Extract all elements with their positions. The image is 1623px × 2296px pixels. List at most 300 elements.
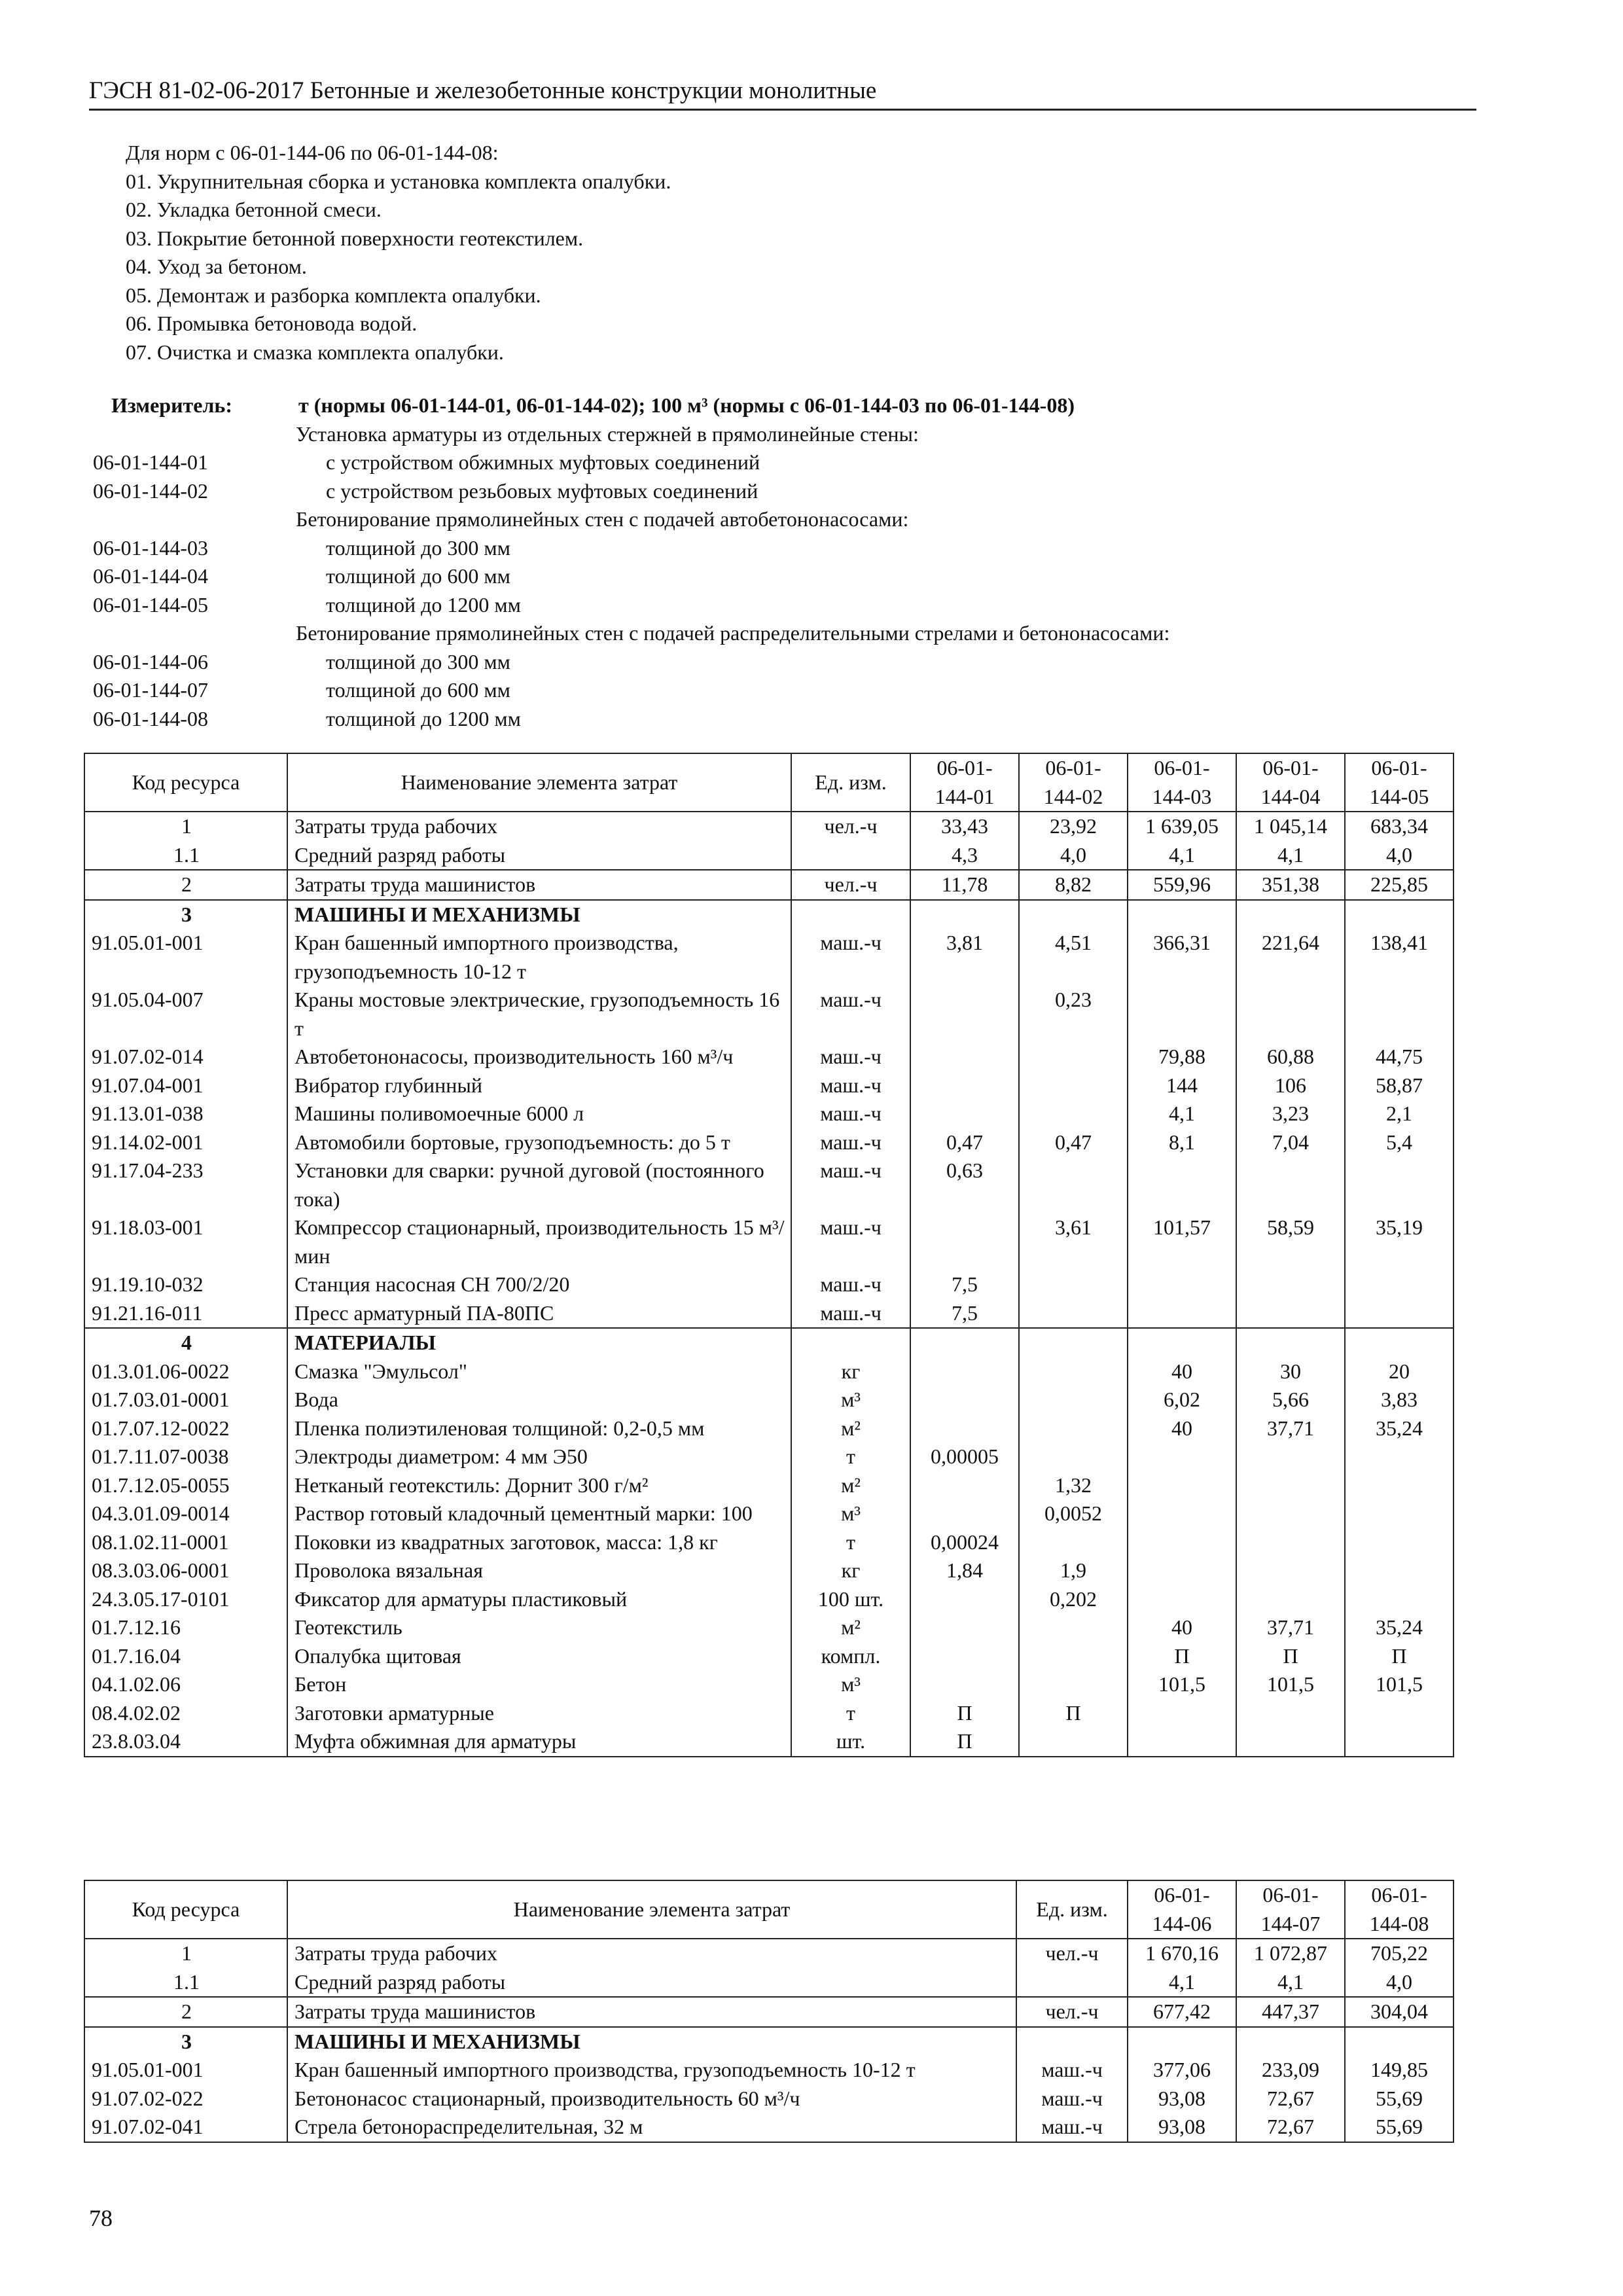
resource-name: Поковки из квадратных заготовок, масса: 1,8 кг — [287, 1528, 791, 1557]
resource-code: 1.1 — [84, 1968, 287, 1998]
norm-value — [910, 900, 1019, 929]
norm-value: 3,61 — [1019, 1213, 1128, 1270]
resource-name: Краны мостовые электрические, грузоподъемность 16 т — [287, 986, 791, 1043]
norm-value: 3,83 — [1345, 1386, 1454, 1414]
resource-name: Бетононасос стационарный, производительность 60 м³/ч — [287, 2085, 1016, 2113]
meter-label: Измеритель: — [111, 393, 232, 417]
table-row — [84, 1968, 1454, 1998]
norm-value: 0,63 — [910, 1157, 1019, 1213]
norm-description: толщиной до 1200 мм — [326, 706, 521, 730]
norm-value — [1019, 1443, 1128, 1471]
resource-name: Кран башенный импортного производства, грузоподъемность 10-12 т — [287, 929, 791, 986]
norm-value — [910, 1642, 1019, 1671]
norm-value: 4,1 — [1236, 841, 1345, 870]
norm-value — [1345, 986, 1454, 1043]
resource-name: Кран башенный импортного производства, грузоподъемность 10-12 т — [287, 2056, 1016, 2085]
table-row — [84, 1328, 1454, 1357]
table-row — [84, 841, 1454, 870]
table-row — [84, 1528, 1454, 1557]
norm-value — [910, 1613, 1019, 1642]
resource-unit: т — [791, 1699, 910, 1728]
norm-value — [1019, 900, 1128, 929]
norm-value — [1019, 1270, 1128, 1299]
norm-value: 3,23 — [1236, 1100, 1345, 1128]
column-header: Наименование элемента затрат — [287, 753, 791, 812]
norm-value — [910, 1043, 1019, 1071]
resource-name: Автомобили бортовые, грузоподъемность: до 5 т — [287, 1128, 791, 1157]
norm-value: 4,0 — [1345, 841, 1454, 870]
operation-item: 06. Промывка бетоновода водой. — [126, 312, 418, 335]
resource-unit: чел.-ч — [1016, 1939, 1128, 1968]
norm-value — [1128, 1443, 1236, 1471]
meter-value: т (нормы 06-01-144-01, 06-01-144-02); 100 м³ (нормы с 06-01-144-03 по 06-01-144-08) — [298, 393, 1075, 417]
resource-code: 91.05.01-001 — [84, 2056, 287, 2085]
norm-value: 37,71 — [1236, 1613, 1345, 1642]
table-row — [84, 2027, 1454, 2056]
norm-value — [1236, 1556, 1345, 1585]
resource-name: Муфта обжимная для арматуры — [287, 1727, 791, 1757]
resource-unit — [1016, 1968, 1128, 1998]
resource-name: Затраты труда машинистов — [287, 870, 791, 900]
resource-name: Смазка "Эмульсол" — [287, 1357, 791, 1386]
resource-name: Вода — [287, 1386, 791, 1414]
operation-item: 07. Очистка и смазка комплекта опалубки. — [126, 340, 504, 364]
norm-value — [1345, 1528, 1454, 1557]
norm-value: 138,41 — [1345, 929, 1454, 986]
norm-line — [89, 619, 1529, 648]
resource-unit: маш.-ч — [1016, 2113, 1128, 2142]
norm-value: 44,75 — [1345, 1043, 1454, 1071]
resource-unit — [791, 1328, 910, 1357]
resource-unit: 100 шт. — [791, 1585, 910, 1614]
table-row — [84, 1585, 1454, 1614]
resource-code: 1.1 — [84, 841, 287, 870]
norm-value — [1019, 1043, 1128, 1071]
norm-value: 3,81 — [910, 929, 1019, 986]
norm-value: 60,88 — [1236, 1043, 1345, 1071]
resource-unit: т — [791, 1528, 910, 1557]
resource-name: Пресс арматурный ПА-80ПС — [287, 1299, 791, 1329]
norm-value — [1345, 1157, 1454, 1213]
resource-code: 1 — [84, 1939, 287, 1968]
norm-value — [910, 1499, 1019, 1528]
norm-value — [1128, 1585, 1236, 1614]
table-row — [84, 1642, 1454, 1671]
norm-value: 4,51 — [1019, 929, 1128, 986]
resource-code: 01.7.12.05-0055 — [84, 1471, 287, 1500]
norm-code: 06-01-144-01 — [93, 450, 208, 474]
norm-value: 447,37 — [1236, 1997, 1345, 2027]
column-header: 06-01- 144-08 — [1345, 1880, 1454, 1939]
resource-code: 91.21.16-011 — [84, 1299, 287, 1329]
resource-unit — [1016, 2027, 1128, 2056]
norm-description: толщиной до 600 мм — [326, 564, 510, 588]
resource-unit: маш.-ч — [791, 1128, 910, 1157]
norm-value — [1128, 1328, 1236, 1357]
table-row — [84, 1213, 1454, 1270]
norm-value — [910, 1328, 1019, 1357]
norm-line — [89, 676, 1529, 705]
column-header: 06-01- 144-07 — [1236, 1880, 1345, 1939]
resource-unit: маш.-ч — [1016, 2085, 1128, 2113]
norm-value: 33,43 — [910, 812, 1019, 841]
norm-value — [1236, 2027, 1345, 2056]
resource-unit: маш.-ч — [791, 1071, 910, 1100]
norm-value: 0,47 — [910, 1128, 1019, 1157]
norm-value: 0,23 — [1019, 986, 1128, 1043]
norm-line — [89, 705, 1529, 734]
norm-value: П — [910, 1699, 1019, 1728]
table-header-row — [84, 753, 1454, 812]
norm-value — [1128, 2027, 1236, 2056]
resource-name: Проволока вязальная — [287, 1556, 791, 1585]
norm-code: 06-01-144-03 — [93, 535, 208, 560]
resource-unit — [791, 900, 910, 929]
norm-value — [1128, 986, 1236, 1043]
resource-name: Средний разряд работы — [287, 841, 791, 870]
norm-value: 5,4 — [1345, 1128, 1454, 1157]
norm-value — [1236, 986, 1345, 1043]
resource-unit: чел.-ч — [791, 812, 910, 841]
norm-value — [1019, 1328, 1128, 1357]
norm-value — [1128, 1157, 1236, 1213]
norm-description: с устройством обжимных муфтовых соединений — [326, 450, 760, 474]
norm-value: 2,1 — [1345, 1100, 1454, 1128]
resource-code: 91.13.01-038 — [84, 1100, 287, 1128]
column-header: Ед. изм. — [1016, 1880, 1128, 1939]
norm-value — [1236, 1528, 1345, 1557]
table-row — [84, 1471, 1454, 1500]
table-row — [84, 1157, 1454, 1213]
resource-unit: маш.-ч — [791, 1043, 910, 1071]
resource-name: Установки для сварки: ручной дуговой (постоянного тока) — [287, 1157, 791, 1213]
resource-name: Вибратор глубинный — [287, 1071, 791, 1100]
norm-value: 35,19 — [1345, 1213, 1454, 1270]
table-row — [84, 1670, 1454, 1699]
norm-value — [1236, 1499, 1345, 1528]
page-number: 78 — [89, 2205, 113, 2231]
norm-value: 233,09 — [1236, 2056, 1345, 2085]
table-row — [84, 1727, 1454, 1757]
norm-value: 705,22 — [1345, 1939, 1454, 1968]
norm-value: 40 — [1128, 1613, 1236, 1642]
norm-line — [89, 448, 1529, 477]
resource-code: 08.3.03.06-0001 — [84, 1556, 287, 1585]
resource-name: Нетканый геотекстиль: Дорнит 300 г/м² — [287, 1471, 791, 1500]
norm-value: 7,5 — [910, 1299, 1019, 1329]
norm-value — [910, 1670, 1019, 1699]
norm-value: 221,64 — [1236, 929, 1345, 986]
operations-list — [126, 139, 671, 367]
resource-unit: кг — [791, 1556, 910, 1585]
table-header-row — [84, 1880, 1454, 1939]
resource-name: МАТЕРИАЛЫ — [287, 1328, 791, 1357]
norm-value — [1019, 1157, 1128, 1213]
norm-value — [910, 1357, 1019, 1386]
norm-code: 06-01-144-02 — [93, 478, 208, 503]
norm-value — [1019, 1642, 1128, 1671]
resource-code: 91.05.04-007 — [84, 986, 287, 1043]
table-row — [84, 2056, 1454, 2085]
norm-value: 559,96 — [1128, 870, 1236, 900]
norm-value: 72,67 — [1236, 2085, 1345, 2113]
table-row — [84, 1939, 1454, 1968]
norm-value: 8,1 — [1128, 1128, 1236, 1157]
resource-code: 91.07.04-001 — [84, 1071, 287, 1100]
norm-value — [1236, 1270, 1345, 1299]
norm-value — [910, 1471, 1019, 1500]
column-header: Код ресурса — [84, 753, 287, 812]
norm-value — [910, 1100, 1019, 1128]
resource-name: Электроды диаметром: 4 мм Э50 — [287, 1443, 791, 1471]
table-row — [84, 870, 1454, 900]
operation-item: 03. Покрытие бетонной поверхности геотекстилем. — [126, 226, 584, 250]
norm-value: 79,88 — [1128, 1043, 1236, 1071]
norm-value — [1345, 1585, 1454, 1614]
norm-value — [910, 1414, 1019, 1443]
norm-value: 1 045,14 — [1236, 812, 1345, 841]
table-row — [84, 1414, 1454, 1443]
norm-value — [1345, 1499, 1454, 1528]
table-row — [84, 986, 1454, 1043]
table-row — [84, 1357, 1454, 1386]
resource-code: 2 — [84, 870, 287, 900]
resource-unit: м² — [791, 1414, 910, 1443]
operation-item: 02. Укладка бетонной смеси. — [126, 198, 382, 221]
norm-value — [1019, 1727, 1128, 1757]
norm-value: П — [1019, 1699, 1128, 1728]
norm-value: 55,69 — [1345, 2113, 1454, 2142]
column-header: 06-01- 144-01 — [910, 753, 1019, 812]
resource-name: Компрессор стационарный, производительность 15 м³/мин — [287, 1213, 791, 1270]
resource-code: 91.07.02-014 — [84, 1043, 287, 1071]
norm-value: 6,02 — [1128, 1386, 1236, 1414]
resource-unit: компл. — [791, 1642, 910, 1671]
norm-value — [1128, 1727, 1236, 1757]
norm-value: 377,06 — [1128, 2056, 1236, 2085]
norm-description: с устройством резьбовых муфтовых соединений — [326, 478, 758, 503]
resource-unit: маш.-ч — [1016, 2056, 1128, 2085]
norm-value: 366,31 — [1128, 929, 1236, 986]
resource-name: Пленка полиэтиленовая толщиной: 0,2-0,5 мм — [287, 1414, 791, 1443]
norm-line — [89, 562, 1529, 591]
norm-value: 4,0 — [1019, 841, 1128, 870]
resource-name: МАШИНЫ И МЕХАНИЗМЫ — [287, 900, 791, 929]
resource-code: 01.3.01.06-0022 — [84, 1357, 287, 1386]
resource-code: 01.7.03.01-0001 — [84, 1386, 287, 1414]
resource-name: Раствор готовый кладочный цементный марки: 100 — [287, 1499, 791, 1528]
norm-value — [1019, 1613, 1128, 1642]
resource-name: Средний разряд работы — [287, 1968, 1016, 1998]
norm-value: 304,04 — [1345, 1997, 1454, 2027]
resource-code: 04.3.01.09-0014 — [84, 1499, 287, 1528]
resource-code: 4 — [84, 1328, 287, 1357]
norm-value — [1236, 1471, 1345, 1500]
resource-unit: м³ — [791, 1386, 910, 1414]
resource-code: 01.7.16.04 — [84, 1642, 287, 1671]
norm-value — [1236, 1443, 1345, 1471]
norm-value — [1345, 1556, 1454, 1585]
resource-code: 3 — [84, 900, 287, 929]
norm-value: 35,24 — [1345, 1613, 1454, 1642]
resource-unit: т — [791, 1443, 910, 1471]
resource-name: Затраты труда рабочих — [287, 1939, 1016, 1968]
resource-code: 04.1.02.06 — [84, 1670, 287, 1699]
norm-value — [1345, 2027, 1454, 2056]
resource-name: Автобетононасосы, производительность 160 м³/ч — [287, 1043, 791, 1071]
norm-value — [1236, 1157, 1345, 1213]
norm-value — [1236, 1727, 1345, 1757]
norm-value — [1019, 1670, 1128, 1699]
norm-value: 4,1 — [1236, 1968, 1345, 1998]
norm-value: 0,00024 — [910, 1528, 1019, 1557]
resource-code: 91.18.03-001 — [84, 1213, 287, 1270]
resource-unit — [791, 841, 910, 870]
norm-value: 93,08 — [1128, 2085, 1236, 2113]
resource-name: Стрела бетонораспределительная, 32 м — [287, 2113, 1016, 2142]
norm-value: 4,3 — [910, 841, 1019, 870]
resource-name: Заготовки арматурные — [287, 1699, 791, 1728]
norm-value: 101,5 — [1236, 1670, 1345, 1699]
resource-name: Бетон — [287, 1670, 791, 1699]
table-row — [84, 2113, 1454, 2142]
norm-value — [1128, 1528, 1236, 1557]
resource-unit: м² — [791, 1613, 910, 1642]
norm-value: 7,5 — [910, 1270, 1019, 1299]
norm-value: 93,08 — [1128, 2113, 1236, 2142]
norm-value — [1345, 1299, 1454, 1329]
norm-value: 0,202 — [1019, 1585, 1128, 1614]
resource-table-1 — [84, 753, 1454, 1757]
resource-code: 24.3.05.17-0101 — [84, 1585, 287, 1614]
norm-value: 40 — [1128, 1414, 1236, 1443]
table-row — [84, 1270, 1454, 1299]
norm-line — [89, 505, 1529, 534]
resource-name: Затраты труда машинистов — [287, 1997, 1016, 2027]
norm-value — [1345, 1699, 1454, 1728]
norm-value: 677,42 — [1128, 1997, 1236, 2027]
norm-value — [1345, 1471, 1454, 1500]
resource-code: 91.07.02-022 — [84, 2085, 287, 2113]
norm-line — [89, 648, 1529, 677]
norm-value — [1019, 1414, 1128, 1443]
norm-value — [1019, 1386, 1128, 1414]
resource-code: 01.7.11.07-0038 — [84, 1443, 287, 1471]
table-row — [84, 812, 1454, 841]
norm-description: толщиной до 600 мм — [326, 678, 510, 702]
column-header: 06-01- 144-03 — [1128, 753, 1236, 812]
norm-value: 58,59 — [1236, 1213, 1345, 1270]
table-row — [84, 1613, 1454, 1642]
norm-value — [1236, 1585, 1345, 1614]
resource-code: 91.14.02-001 — [84, 1128, 287, 1157]
resource-name: Затраты труда рабочих — [287, 812, 791, 841]
norm-value — [1128, 1499, 1236, 1528]
norm-value — [1128, 1270, 1236, 1299]
norm-line — [89, 591, 1529, 620]
column-header: Наименование элемента затрат — [287, 1880, 1016, 1939]
resource-unit: маш.-ч — [791, 1100, 910, 1128]
table-row — [84, 1499, 1454, 1528]
table-row — [84, 1699, 1454, 1728]
norm-description: толщиной до 1200 мм — [326, 592, 521, 617]
table-row — [84, 1071, 1454, 1100]
meter-section — [89, 391, 1529, 733]
operation-item: 05. Демонтаж и разборка комплекта опалубки. — [126, 283, 541, 307]
resource-code: 91.07.02-041 — [84, 2113, 287, 2142]
norm-value — [1019, 1357, 1128, 1386]
table-row — [84, 1100, 1454, 1128]
norm-value — [1019, 1100, 1128, 1128]
table-row — [84, 1043, 1454, 1071]
resource-unit: маш.-ч — [791, 1299, 910, 1329]
norm-group-title: Бетонирование прямолинейных стен с подачей автобетононасосами: — [296, 507, 909, 531]
resource-unit: м² — [791, 1471, 910, 1500]
resource-unit: маш.-ч — [791, 929, 910, 986]
norm-value — [1019, 1071, 1128, 1100]
norm-value — [1019, 1299, 1128, 1329]
column-header: 06-01- 144-02 — [1019, 753, 1128, 812]
norm-value: П — [1236, 1642, 1345, 1671]
norm-value — [1128, 1699, 1236, 1728]
operations-intro: Для норм с 06-01-144-06 по 06-01-144-08: — [126, 141, 499, 164]
norm-value: 4,1 — [1128, 841, 1236, 870]
norm-group-title: Бетонирование прямолинейных стен с подачей распределительными стрелами и бетононасосами: — [296, 621, 1170, 645]
resource-code: 23.8.03.04 — [84, 1727, 287, 1757]
norm-value: П — [1128, 1642, 1236, 1671]
norm-value: 1 670,16 — [1128, 1939, 1236, 1968]
resource-code: 01.7.07.12-0022 — [84, 1414, 287, 1443]
norm-value: 5,66 — [1236, 1386, 1345, 1414]
norm-value — [1345, 1328, 1454, 1357]
page-header: ГЭСН 81-02-06-2017 Бетонные и железобетонные конструкции монолитные — [89, 76, 1476, 111]
norm-value — [1019, 1528, 1128, 1557]
table-row — [84, 1386, 1454, 1414]
column-header: 06-01- 144-04 — [1236, 753, 1345, 812]
resource-unit: чел.-ч — [1016, 1997, 1128, 2027]
norm-value — [1345, 1270, 1454, 1299]
norm-value — [1236, 1328, 1345, 1357]
norm-code: 06-01-144-06 — [93, 649, 208, 673]
norm-value: 351,38 — [1236, 870, 1345, 900]
table-row — [84, 1299, 1454, 1329]
norm-value: 7,04 — [1236, 1128, 1345, 1157]
norm-value — [1128, 1299, 1236, 1329]
norm-value: 101,5 — [1345, 1670, 1454, 1699]
resource-code: 2 — [84, 1997, 287, 2027]
resource-code: 1 — [84, 812, 287, 841]
norm-value: 683,34 — [1345, 812, 1454, 841]
table-row — [84, 1128, 1454, 1157]
norm-value — [910, 986, 1019, 1043]
table-row — [84, 929, 1454, 986]
norm-value — [1128, 900, 1236, 929]
norm-value: 72,67 — [1236, 2113, 1345, 2142]
resource-code: 3 — [84, 2027, 287, 2056]
norm-value: 8,82 — [1019, 870, 1128, 900]
norm-value — [1345, 1443, 1454, 1471]
norm-value: 144 — [1128, 1071, 1236, 1100]
norm-code: 06-01-144-05 — [93, 592, 208, 617]
norm-value: 106 — [1236, 1071, 1345, 1100]
norm-line — [89, 420, 1529, 449]
norm-value: 20 — [1345, 1357, 1454, 1386]
norm-description: толщиной до 300 мм — [326, 535, 510, 560]
table-row — [84, 900, 1454, 929]
resource-code: 01.7.12.16 — [84, 1613, 287, 1642]
resource-unit: шт. — [791, 1727, 910, 1757]
norm-value: 1 639,05 — [1128, 812, 1236, 841]
